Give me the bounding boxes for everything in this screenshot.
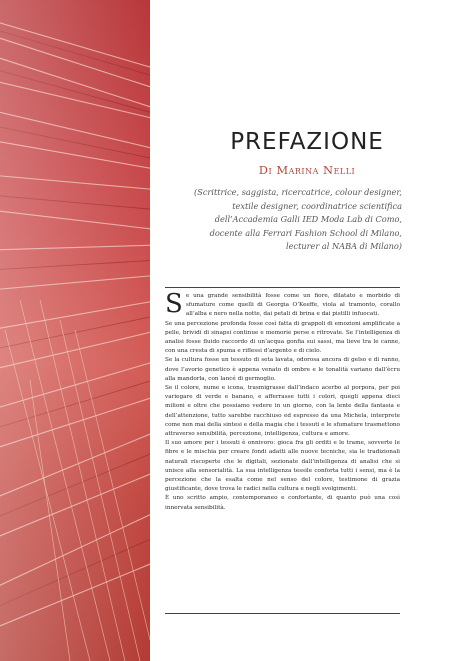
author-bio: (Scrittrice, saggista, ricercatrice, colour designer, textile designer, coordinatrice scientifica dell’Accademia Galli IED Moda Lab di Como, docente alla Ferrari Fashion School di Milano, lecturer al NABA di Milano) [194, 187, 402, 252]
paragraph: Se il colore, nume e icona, trasmigrasse dall’indaco acerbo al porpora, per poi variegare di verde e banano, e afferrasse tutti i colori, quegli appena dieci milioni e oltre che possiamo vedere in un giorno, con la lente della fantasia e dell’attenzione, tutto sarebbe racchiuso ed espresso da una Michela, interprete come non mai della sintesi e della magia che i tessuti e le sfumature trasmettono attraverso sensibilità, percezione, intelligenza, cultura e amore. [165, 385, 400, 438]
preface-body [165, 289, 400, 513]
page-title: PREFAZIONE [230, 129, 384, 155]
paragraph: Il suo amore per i tessuti è onnivoro: gioca fra gli orditi e le trame, sovverte le fibre e le mischia per creare fondi adatti alle nuove tecniche, sia le tradizionali naturali riscoperte che le digitali, sezionate dall’intelligenza di analisi che si unisce alla sensorialità. La sua intelligenza tessile conforta tutti i sensi, ma è la percezione che la esalta come nel senso del colore, testimone di grazia giustificante, dove trova le radici nella cultura e negli svolgimenti. [165, 440, 400, 493]
paragraph: Se la cultura fosse un tessuto di seta lavata, odorosa ancora di gelso e di ranno, dove l’avorio genetico è appena venato di ombre e le tonalità variano dall’ècru alla mandorla, con lancé di germoglio. [165, 357, 400, 382]
divider-top [165, 287, 400, 288]
paragraph: Se una percezione profonda fosse così fatta di grappoli di emozioni amplificate a pelle, brividi di sinapsi continue e memorie perse e ritrovate. Se l’intelligenza di analisi fosse fluido raccordo di un’acqua gonfia sui sassi, ma lieve tra le canne, con una cresta di spuma e riflessi d’argento e di cielo. [165, 320, 400, 355]
textile-photo [0, 0, 150, 661]
divider-bottom [165, 613, 400, 614]
paragraph [165, 289, 400, 320]
paragraph-text: e una grande sensibilità fosse come un fiore, dilatato e morbido di sfumature come quelli di Georgia O’Keeffe, viola al tramonto, corallo all’alba e nero nella notte, dai petali di brina e dai pistilli infuocati. [185, 293, 400, 318]
author-byline: Di Marina Nelli [258, 163, 356, 177]
paragraph: È uno scritto ampio, contemporaneo e confortante, di quanto può una così innervata sensibilità. [165, 495, 400, 511]
drop-cap: S [165, 289, 183, 319]
